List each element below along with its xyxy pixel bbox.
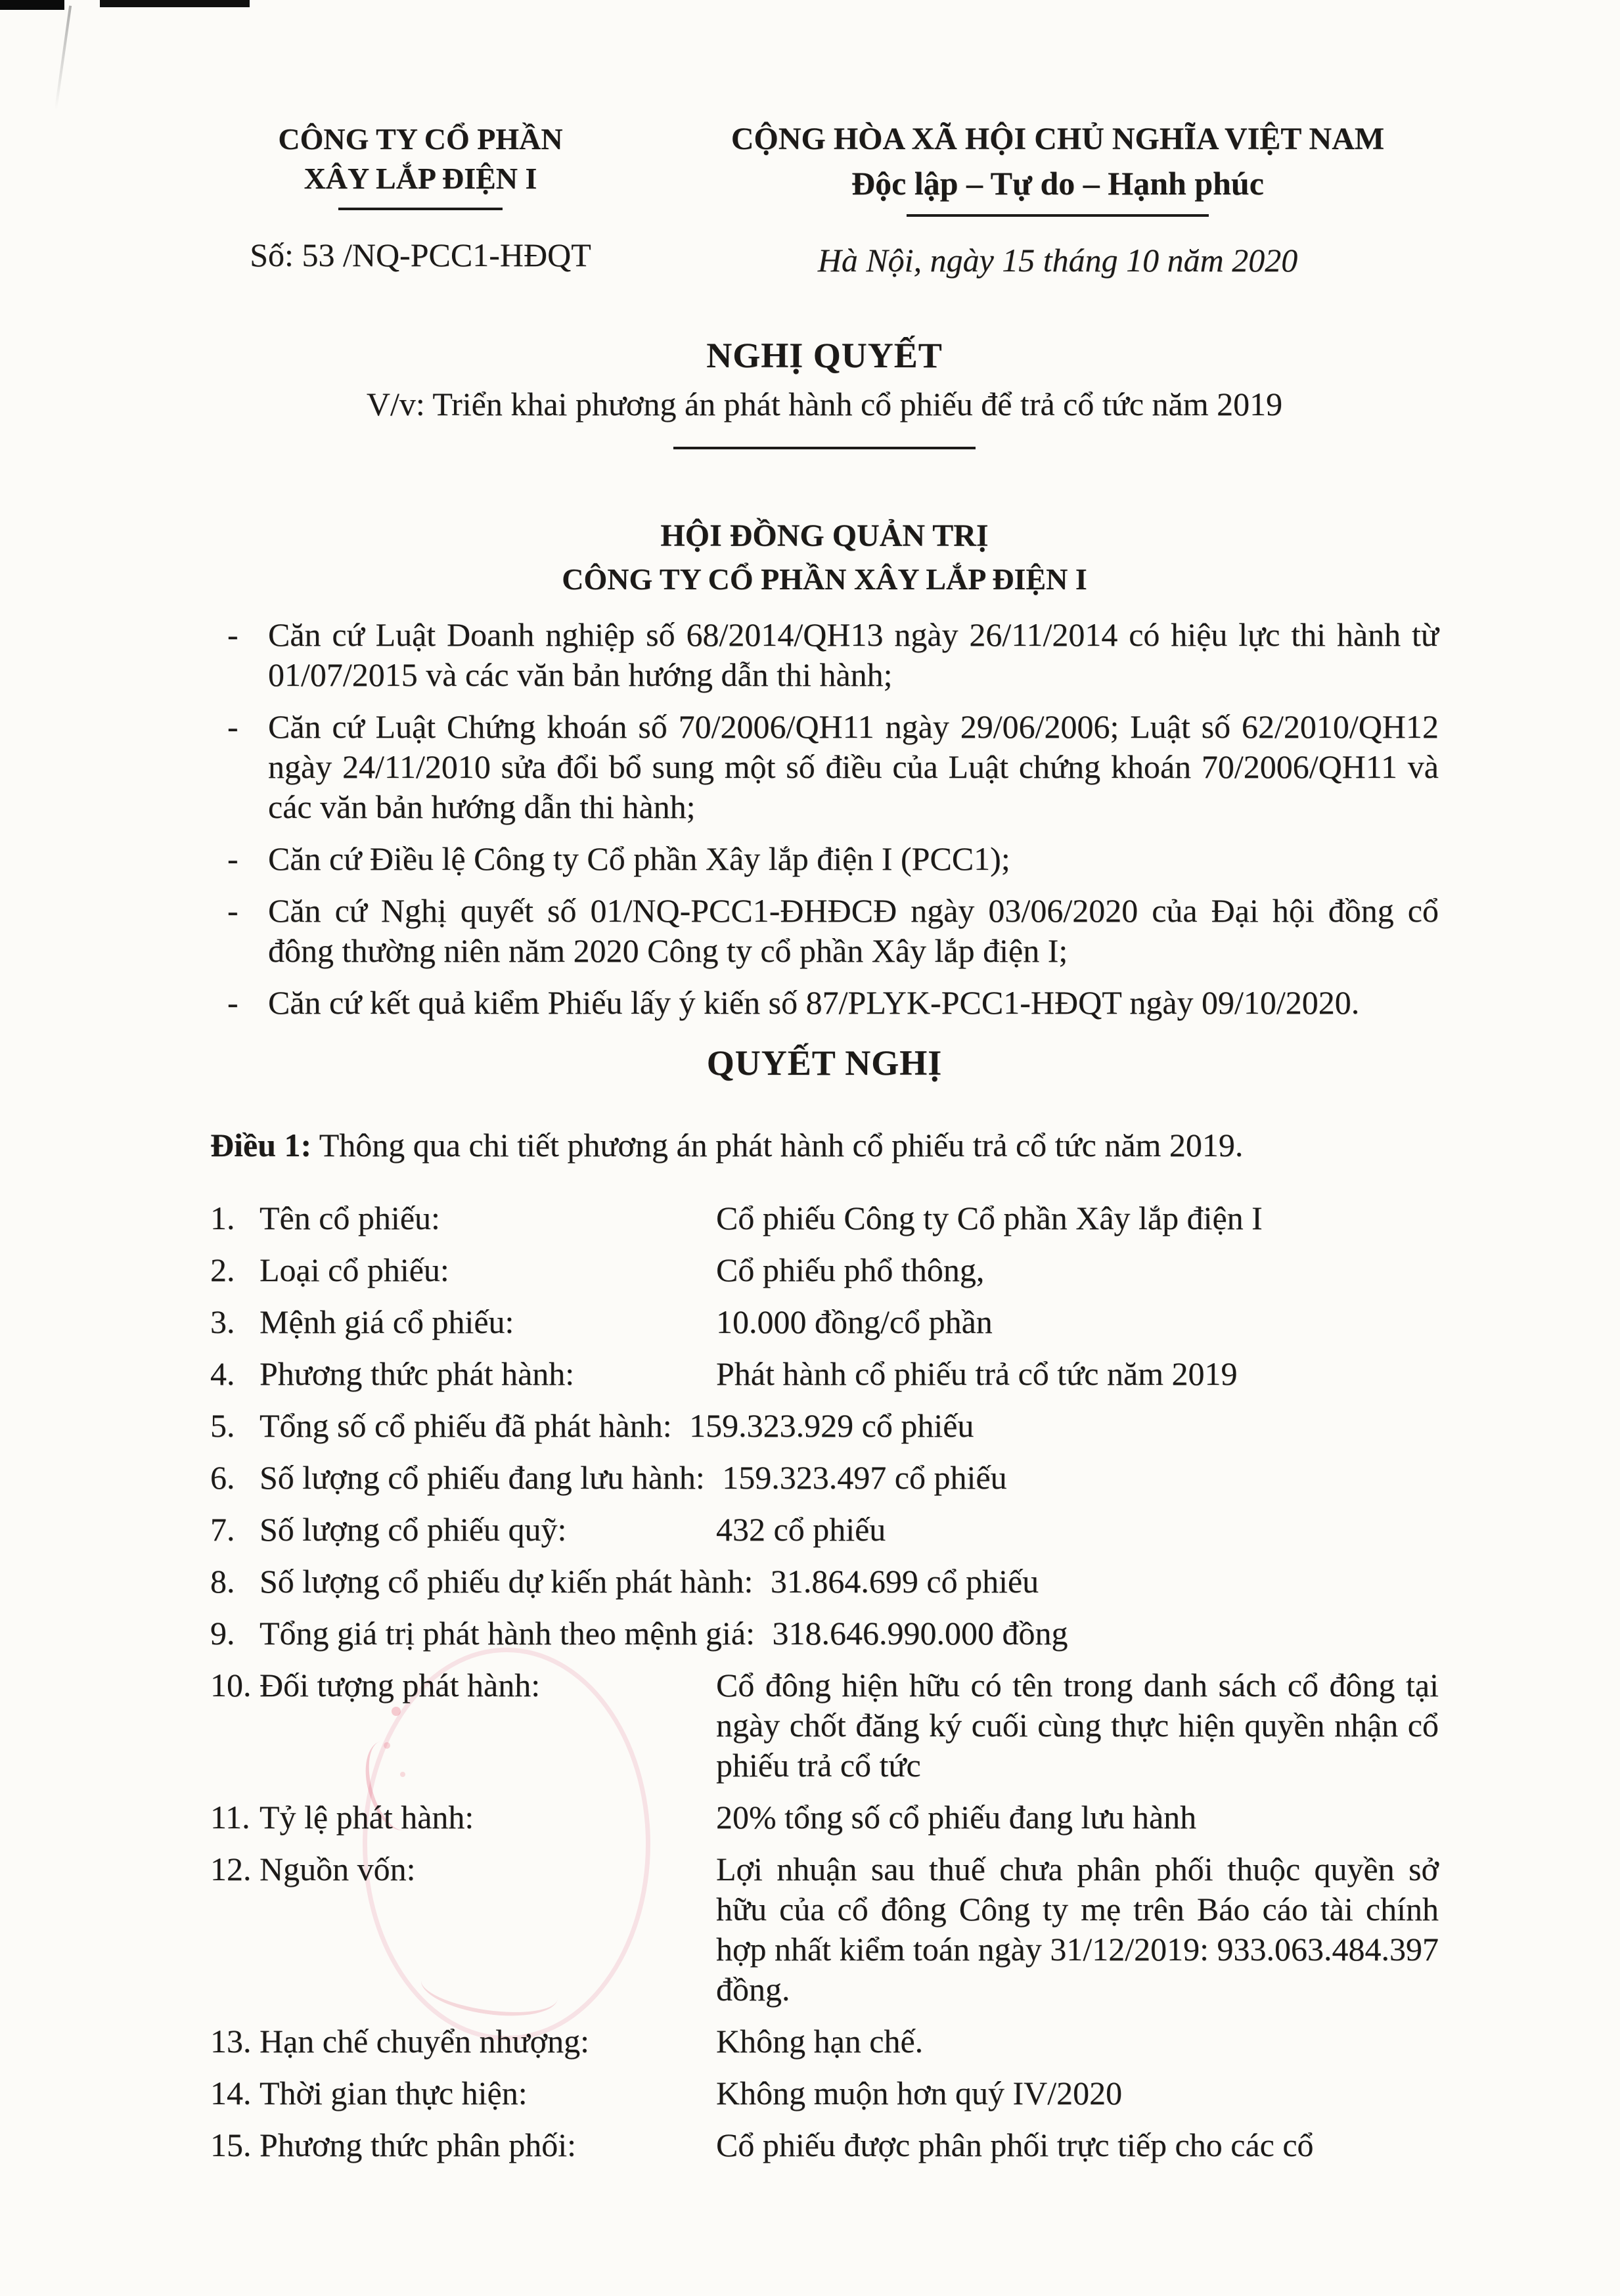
resolution-item (210, 1613, 1439, 1654)
items-list (210, 1198, 1439, 2165)
item-label: Tổng số cổ phiếu đã phát hành: (259, 1407, 672, 1444)
header-right (677, 120, 1439, 280)
item-label: Nguồn vốn: (259, 1851, 416, 1887)
item-left (210, 2073, 716, 2113)
doc-title: NGHỊ QUYẾT (706, 336, 943, 375)
dash-marker: - (227, 984, 238, 1021)
issuer-line2: CÔNG TY CỔ PHẦN XÂY LẮP ĐIỆN I (562, 562, 1087, 596)
doc-subject: V/v: Triển khai phương án phát hành cổ phiếu để trả cổ tức năm 2019 (366, 386, 1283, 422)
item-label: Thời gian thực hiện: (259, 2075, 528, 2111)
base-text: Căn cứ kết quả kiểm Phiếu lấy ý kiến số 87/PLYK-PCC1-HĐQT ngày 09/10/2020. (268, 984, 1360, 1021)
resolution-item (210, 1849, 1439, 2010)
item-left (210, 1849, 716, 2010)
item-left (210, 1797, 716, 1837)
item-left (210, 1407, 672, 1444)
document-header (210, 120, 1439, 280)
item-number: 2. (210, 1251, 235, 1288)
item-left (210, 1563, 753, 1600)
item-number: 7. (210, 1511, 235, 1548)
base-item (210, 707, 1439, 827)
article-1 (210, 1125, 1439, 1165)
item-left (210, 1250, 716, 1290)
dash-marker: - (227, 892, 238, 929)
item-label: Phương thức phát hành: (259, 1355, 575, 1392)
dash-marker: - (227, 840, 238, 877)
header-left-underline (338, 208, 503, 210)
item-number: 3. (210, 1303, 235, 1340)
item-number: 10. (210, 1667, 252, 1703)
base-text: Căn cứ Nghị quyết số 01/NQ-PCC1-ĐHĐCĐ ngày 03/06/2020 của Đại hội đồng cổ đông thường niên năm 2020 Công ty cổ phần Xây lắp điện I; (268, 892, 1439, 969)
dash-marker: - (227, 708, 238, 745)
dash-marker: - (227, 616, 238, 653)
item-value: 159.323.929 cổ phiếu (689, 1407, 974, 1444)
issuer-block (210, 516, 1439, 599)
item-value: Cổ phiếu phổ thông, (716, 1251, 985, 1288)
resolution-item (210, 1250, 1439, 1290)
resolution-item (210, 1665, 1439, 1786)
resolution-item (210, 1458, 1439, 1498)
item-number: 4. (210, 1355, 235, 1392)
item-left (210, 2125, 716, 2165)
title-underline (673, 447, 976, 449)
item-label: Tỷ lệ phát hành: (259, 1799, 474, 1835)
resolution-item (210, 1406, 1439, 1446)
item-label: Tên cổ phiếu: (259, 1200, 440, 1236)
national-motto-line2: Độc lập – Tự do – Hạnh phúc (851, 165, 1264, 202)
item-value: 20% tổng số cổ phiếu đang lưu hành (716, 1799, 1197, 1835)
resolution-item (210, 1510, 1439, 1550)
issuer-line1: HỘI ĐỒNG QUẢN TRỊ (660, 518, 989, 553)
scan-artifact-scratch (55, 6, 72, 110)
item-left (210, 1665, 716, 1786)
resolution-item (210, 1198, 1439, 1238)
item-value: Không hạn chế. (716, 2023, 924, 2060)
place-date: Hà Nội, ngày 15 tháng 10 năm 2020 (817, 242, 1298, 279)
org-name-line1: CÔNG TY CỔ PHẦN (278, 122, 563, 156)
base-text: Căn cứ Điều lệ Công ty Cổ phần Xây lắp điện I (PCC1); (268, 840, 1010, 877)
title-block (210, 335, 1439, 449)
item-value: Không muộn hơn quý IV/2020 (716, 2075, 1123, 2111)
item-value: 432 cổ phiếu (716, 1511, 886, 1548)
article-label: Điều 1: (210, 1127, 312, 1163)
resolution-item (210, 1302, 1439, 1342)
scan-artifact-bar (0, 0, 64, 10)
item-number: 9. (210, 1615, 235, 1652)
item-number: 14. (210, 2075, 252, 2111)
motto-underline (907, 214, 1209, 217)
item-label: Hạn chế chuyển nhượng: (259, 2023, 590, 2060)
item-number: 11. (210, 1799, 250, 1835)
national-motto-line1: CỘNG HÒA XÃ HỘI CHỦ NGHĨA VIỆT NAM (731, 122, 1385, 156)
item-value: 10.000 đồng/cổ phần (716, 1303, 993, 1340)
item-value: 318.646.990.000 đồng (772, 1615, 1068, 1652)
item-left (210, 1302, 716, 1342)
item-label: Số lượng cổ phiếu quỹ: (259, 1511, 567, 1548)
resolution-item (210, 1797, 1439, 1837)
item-left (210, 1510, 716, 1550)
resolution-item (210, 2073, 1439, 2113)
doc-number: Số: 53 /NQ-PCC1-HĐQT (250, 236, 591, 273)
item-value: Cổ đông hiện hữu có tên trong danh sách cổ đông tại ngày chốt đăng ký cuối cùng thực hiện quyền nhận cổ phiếu trả cổ tức (716, 1667, 1439, 1784)
item-value: Cổ phiếu được phân phối trực tiếp cho các cổ (716, 2127, 1314, 2163)
base-text: Căn cứ Luật Chứng khoán số 70/2006/QH11 ngày 29/06/2006; Luật số 62/2010/QH12 ngày 24/11/2010 sửa đổi bổ sung một số điều của Luật chứng khoán 70/2006/QH11 và các văn bản hướng dẫn thi hành; (268, 708, 1439, 825)
document-content (210, 0, 1439, 2177)
org-name-line2: XÂY LẮP ĐIỆN I (304, 162, 537, 195)
item-number: 5. (210, 1407, 235, 1444)
base-item (210, 983, 1439, 1023)
item-left (210, 1354, 716, 1394)
item-number: 1. (210, 1200, 235, 1236)
item-left (210, 2021, 716, 2061)
item-label: Tổng giá trị phát hành theo mệnh giá: (259, 1615, 755, 1652)
item-left (210, 1198, 716, 1238)
header-left (210, 120, 631, 280)
bases-list (210, 615, 1439, 1023)
base-item (210, 891, 1439, 971)
item-left (210, 1615, 755, 1652)
item-value: Lợi nhuận sau thuế chưa phân phối thuộc quyền sở hữu của cổ đông Công ty mẹ trên Báo cáo tài chính hợp nhất kiểm toán ngày 31/12/2019: 933.063.484.397 đồng. (716, 1851, 1439, 2008)
resolution-item (210, 2021, 1439, 2061)
item-left (210, 1459, 705, 1496)
item-label: Đối tượng phát hành: (259, 1667, 541, 1703)
item-label: Số lượng cổ phiếu dự kiến phát hành: (259, 1563, 754, 1600)
article-intro: Thông qua chi tiết phương án phát hành cổ phiếu trả cổ tức năm 2019. (319, 1127, 1244, 1163)
item-label: Loại cổ phiếu: (259, 1251, 449, 1288)
item-number: 13. (210, 2023, 252, 2060)
item-number: 15. (210, 2127, 252, 2163)
base-text: Căn cứ Luật Doanh nghiệp số 68/2014/QH13 ngày 26/11/2014 có hiệu lực thi hành từ 01/07/2015 và các văn bản hướng dẫn thi hành; (268, 616, 1439, 693)
base-item (210, 615, 1439, 695)
item-value: 31.864.699 cổ phiếu (770, 1563, 1039, 1600)
resolution-item (210, 1354, 1439, 1394)
item-value: 159.323.497 cổ phiếu (722, 1459, 1007, 1496)
item-label: Mệnh giá cổ phiếu: (259, 1303, 514, 1340)
base-item (210, 839, 1439, 879)
resolution-heading: QUYẾT NGHỊ (706, 1043, 943, 1083)
item-number: 6. (210, 1459, 235, 1496)
resolution-item (210, 2125, 1439, 2165)
item-number: 12. (210, 1851, 252, 1887)
item-label: Số lượng cổ phiếu đang lưu hành: (259, 1459, 705, 1496)
item-value: Phát hành cổ phiếu trả cổ tức năm 2019 (716, 1355, 1238, 1392)
item-value: Cổ phiếu Công ty Cổ phần Xây lắp điện I (716, 1200, 1263, 1236)
item-number: 8. (210, 1563, 235, 1600)
item-label: Phương thức phân phối: (259, 2127, 577, 2163)
resolution-item (210, 1562, 1439, 1602)
